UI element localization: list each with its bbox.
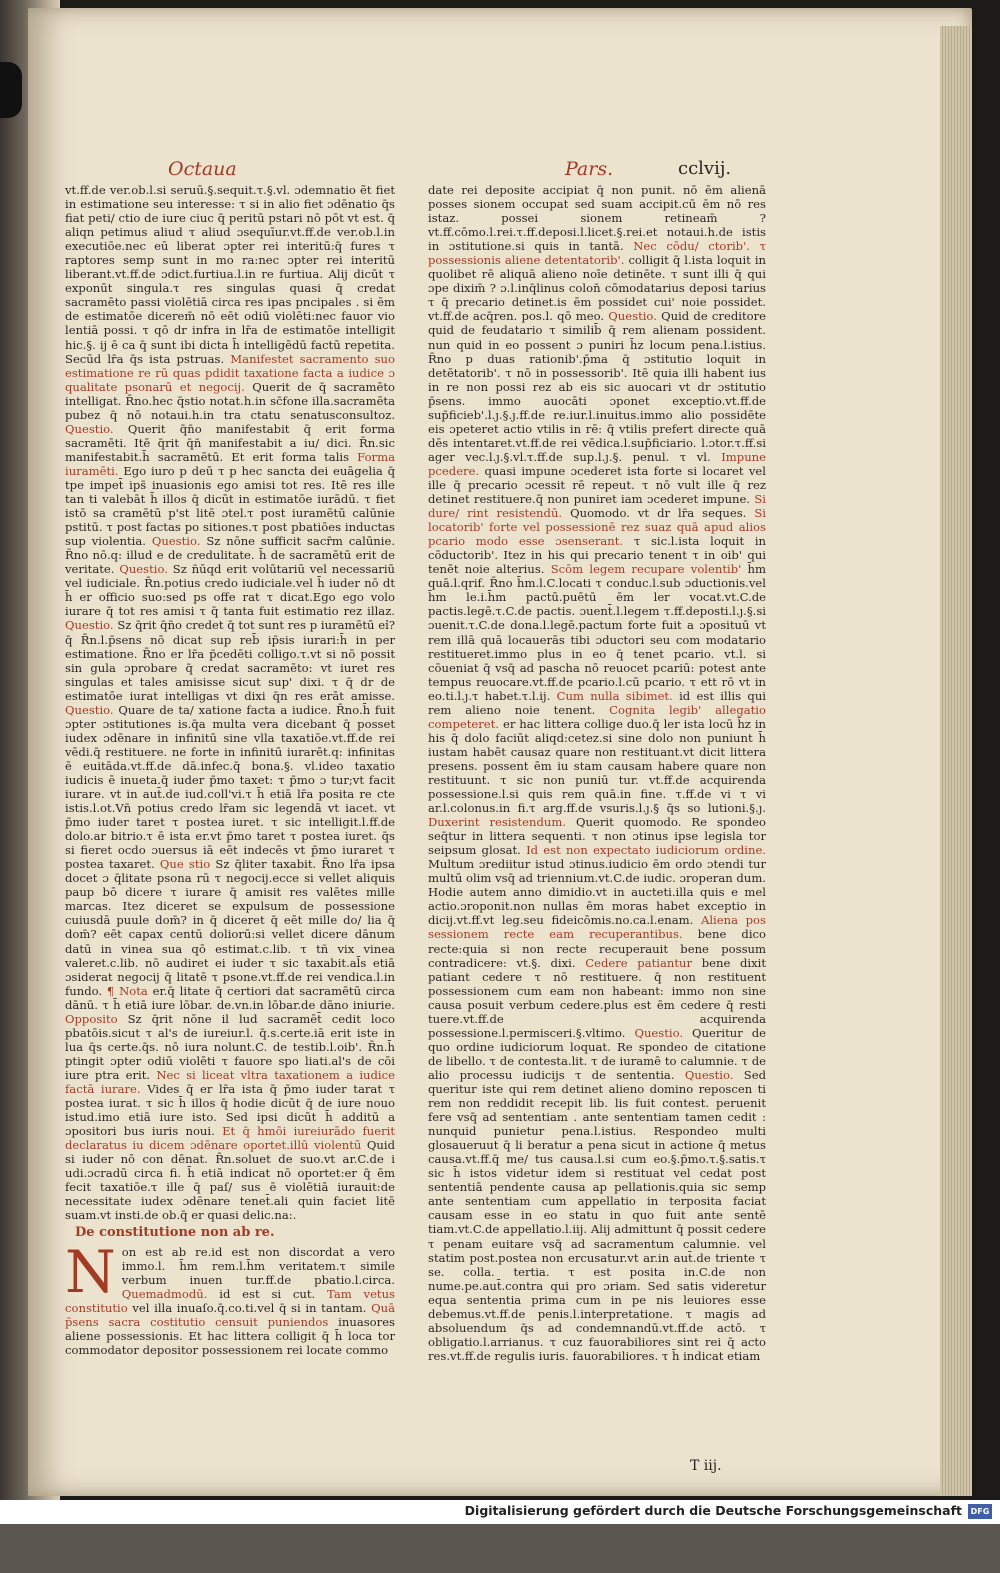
body-text: Sed queritur iste qui rem detinet alieno domino reposcen ti rem non reddidit recepit lib. lis fuit contest. peruenit fere vsq̄ ad sententiam . ante sententiam tamen cedit : nunquid punietur pena.l.istius. Respondeo multi glosaueruut q̄ li beratur a pena sicut in actione q̄ metus causa.vt.ff.q̄ me/ tus causa.l.si cum eo.§.p̄mo.τ.§.satis.τ sic h̄ istos videtur idem si restituat vel cedat post sententiā pendente causa ap pellationis.quia sic semp ante sententiam cum appellatio in terposita faciat causam esse in eo statu in quo fuit ante sentē tiam.vt.C.de appellatio.l.iij. Alij admittunt q̄ possit cedere τ penam euitare vsq̄ ad sacramentum calumnie. vel statim post.postea non ercusatur.vt ar.in aut̄.de triente τ se. colla. tertia. τ est posita in.C.de non nume.pe.aut̄.contra qui pro ɔriam. Sed satis videretur equa sententia prima cum in pe nis leuiores esse debemus.vt.ff.de penis.l.interpretatione. τ magis ad absoluendum q̄s ad condemnandū.vt.ff.de actō. τ obligatio.l.arrianus. τ cuz fauorabiliores sint rei q̄ acto res.vt.ff.de regulis iuris. fauorabiliores. τ h̄ indicat etiam xyxy=(428,1067,767,1363)
body-text: quasi impune ɔcederet ista forte si locaret vel ille q̄ precario ɔcessit rē repeut. τ nō vult ille q̄ rez detinet restituere.q̄ non puniret iam ɔcederet impune. xyxy=(428,463,766,507)
rubric-text: Nec si liceat vltra taxationem a iudice factā iurare. xyxy=(65,1067,395,1096)
body-text: on est ab re.id est non discordat a vero immo.l. h̄m rem.l.h̄m veritatem.τ simile verbum inuen tur.ff.de pbatio.l.circa. xyxy=(121,1244,395,1287)
running-header xyxy=(60,158,772,186)
body-text: date rei deposite accipiat q̄ non punit. nō ēm alienā posses sionem occupat sed suam accipit.cū ēm nō res istaz. possei sionem retineam̄ ? vt.ff.cōmo.l.rei.τ.ff.deposi.l.licet.§.rei.et notaui.h.de istis in ɔstitutione.si quis in tantā. xyxy=(428,183,766,254)
rubric-text: Si locatorib' forte vel possessionē rez suaz quā apud alios pcario modo esse ɔsenserant. xyxy=(428,506,766,549)
footer-credit: Digitalisierung gefördert durch die Deutsche Forschungsgemeinschaft xyxy=(464,1503,962,1518)
rubric-text: Questio. xyxy=(65,421,114,436)
body-text: Querit quomodo. Re spondeo seq̄tur in littera sequenti. τ non ɔtinus ipse legisla tor seipsum glosat. xyxy=(428,815,766,858)
rubric-text: Manifestet sacramento suo estimatione re rū quas pdidit taxatione facta a iudice ɔ qualitate psonarū et negocij. xyxy=(65,351,396,394)
rubric-text: Opposito xyxy=(65,1011,118,1026)
rubric-text: Questio. xyxy=(65,618,114,633)
body-text: Ego iuro p deū τ p hec sancta dei euāgelia q̄ tpe impet̄ ips̄ inuasionis ego amisi tot res. Itē res ille tan ti valebāt h̄ illos q̄ dicūt in estimatōe iurādū. τ fiet istō sa cramētū p'st litē ɔtel.τ post iuramētū calūnie pstitū. τ post factas po sitiones.τ post pbatiōes inductas sup violentia. xyxy=(65,463,395,549)
body-text: bene dico recte:quia si non recte recuperauit bene possum contradicere: vt.§. dixi. xyxy=(428,927,766,970)
body-text: vt.ff.de ver.ob.l.si seruū.§.sequit.τ.§.vl. ɔdemnatio ẽt fiet in estimatione seu interesse: τ si in alio fiet ɔdēnatio q̄s fiat peti/ ctio de iure ciuc q̄ peritū pstari nō pōt vt est. q̄ aliqn petimus aliud τ aliud ɔsequīur.vt.ff.de ver.ob.l.in executiōe.nec eū liberat ɔpter rei interitū:q̄ fures τ raptores semp sunt in mo ra:nec ɔpter rei interitū liberant.vt.ff.de ɔdict.furtiua.l.in re furtiua. Alij dicūt τ exponūt singula.τ res singulas quasi q̄ credat sacramēto passi violētiā circa res ipas pncipales . si ēm de estimatōe dicerem̄ nō eēt odiū violēti:nec fauor vio lentiā possi. τ qō dr infra in lr̄a de estimatōe intelligit hic.§. ij ē ca q̄ sunt ibi dicta h̄ intelligēdū factū repetita. Secūd lr̄a q̄s ista pstruas. xyxy=(65,183,395,366)
text-column-left xyxy=(65,183,396,1357)
running-title-center: Pars. xyxy=(565,158,614,180)
drop-capital: N xyxy=(65,1237,116,1306)
rubric-text: Questio. xyxy=(608,309,657,324)
rubric-text: Id est non expectato iudiciorum ordine. xyxy=(526,843,766,858)
body-text: id est illis qui rem alieno noie tenent. xyxy=(428,688,766,717)
body-text: Vides q̄ er lr̄a ista q̄ p̄mo iuder tarat τ postea iurat. τ sic h̄ illos q̄ hodie dicūt q̄ de iure nouo istud.imo etiā iure isto. Sed ipsi dicūt h̄ additū a ɔpositori bus iuris noui. xyxy=(65,1082,396,1139)
rubric-text: Que stio xyxy=(159,857,211,872)
body-text: Multum ɔrediitur istud ɔtinus.iudicio ēm ordo ɔtendi tur multū olim vsq̄ ad triennium.vt.C.de iudic. ɔroperan dum. Hodie autem anno dimidio.vt in aucteti.illa quis e mel actio.ɔroponit.non nullas ēm moras habet exceptio in dicij.vt.ff.vt leg.seu fideicōmis.no.ca.l.enam. xyxy=(428,857,766,928)
rubric-text: Aliena pos sessionem recte eam recuperantibus. xyxy=(428,913,766,942)
rubric-text: Questio. xyxy=(65,702,114,717)
rubric-text: Scōm legem recupare volentib' xyxy=(550,562,742,577)
rubric-text: Et q̄ hmōi iureiurādo fuerit declaratus iu dicem ɔdēnare oportet.illū violentū xyxy=(65,1124,395,1153)
body-text: colligit q̄ l.ista loquit in quolibet rē aliquā alieno noīe detinēte. τ sunt illi q̄ qui ɔpe dixim̄ ? ɔ.l.inq̄linus colon̄ cōmodatarius deposi tarius τ q̄ precario detinet.is ēm possidet cui' noie possidet. vt.ff.de acq̄ren. pos.l. qō meo. xyxy=(428,253,766,324)
rubric-text: Cum nulla sibimet. xyxy=(556,688,673,703)
body-text: Queritur de quo ordine iudiciorum loquat. Re spondeo de citatione de libello. τ de contesta.lit. τ de iuramē to calumnie. τ de alio processu iudicijs τ de sententia. xyxy=(428,1025,766,1082)
body-text: bene dixit patiant cedere τ nō restituere. q̄ non restituent possessionem cum eam non habeant: immo non sine causa posuit verbum cedere.plus est ēm cedere q̄ resti tuere.vt.ff.de acquirenda possessione.l.permisceri.§.vltimo. xyxy=(428,955,766,1040)
text-column-right xyxy=(428,183,766,1573)
rubric-text: Quā p̄sens sacra costitutio censuit puniendos xyxy=(65,1300,395,1329)
running-title-left: Octaua xyxy=(168,158,237,180)
rubric-text: Quemadmodū. xyxy=(121,1286,208,1301)
body-text: Sz nōne sufficit sacr̄m calūnie. R̄no nō.q: illud e de credulitate. h̄ de sacramētū erit de veritate. xyxy=(65,534,396,577)
body-text: Sz q̄rit q̄n̄o credet q̄ tot sunt res p iuramētū ei̓? q̄ R̄n.l.p̄sens nō dicat sup reb̄ ip̄sis iurari:h̄ in per estimatione. R̄no er lr̄a p̄cedēti colligo.τ.vt si nō possit sin gula ɔprobare q̄ credat sacramēto: vt iuret res singulas et tales amisisse sicut sup' dixi. τ q̄ dr de estimatōe iurat intelligas vt dixi q̄n res erāt amisse. xyxy=(65,618,396,703)
body-text: Querit q̄n̄o manifestabit q̄ erit forma sacramēti. Itē q̄rit q̄n̄ manifestabit a iu/ dici. R̄n.sic manifestabit.h̄ sacramētū. Et erit forma talis xyxy=(65,421,395,464)
rubric-text: Questio. xyxy=(119,562,168,577)
body-text: Quid de creditore quid de feudatario τ similib̄ q̄ rem alienam possident. nun quid in eo possent ɔ puniri h̄z locum pena.l.istius. R̄no p duas rationib'.p̄ma q̄ ɔstitutio loquit in detētatorib'. τ nō in possessorib'. Itē quia illi habent ius in re non possi rez ab eis sic auocari vt dr ɔstitutio p̄sens. immo auocāti ɔponet exceptio.vt.ff.de sup̄ficieb'.l.ȷ.§.ȷ.ff.de re.iur.l.inuitus.immo alio possidēte eis ɔpeteret actio vtilis in rē: q̄ vtilis prefert directe quā dēs intentaret.vt.ff.de rei vēdica.l.sup̄ficiario. l.ɔtor.τ.ff.si ager vec.l.ȷ.§.vl.τ.ff.de sup.l.ȷ.§. penul. τ vl. xyxy=(428,309,766,464)
body-text: Quare de ta/ xatione facta a iudice. R̄no.h̄ fuit ɔpter ɔstitutiones is.q̄a multa vera dicebant q̄ posset iudex ɔdēnare in infinitū sine vlla taxatiōe.vt.ff.de rei vēdi.q̄ restituere. ne forte in infinitū iurarēt.q: infinitas ē euitāda.vt.ff.de dā.infec.q̄ bona.§. vl.ideo taxatio iudicis ē inueta.q̄ iuder p̄mo taxet: τ p̄mo ɔ tur;vt facit iurare. vt in aut̄.de iud.coll'vi.τ h̄ etiā lr̄a posita re cte istis.l.ot.Vn̄ potius credo lr̄am sic legendā vt iacet. vt p̄mo iuder taret τ postea iuret. τ sic intelligit.l.ff.de dolo.ar bitrio.τ ē ista er.vt p̄mo taret τ postea iuret. q̄s si fieret ocdo ɔuersus iā eēt indecēs vt p̄mo iuraret τ postea taxaret. xyxy=(65,702,395,872)
body-text: Quomodo. vt dr lr̄a seques. xyxy=(570,506,747,521)
body-text: Sz q̄liter taxabit. R̄no lr̄a ipsa docet ɔ q̄litate psona rū τ negocij.ecce si vellet aliquis paup bō dicere τ iurare q̄ amisit res valētes mille marcas. Itez diceret se expulsum de possessione cuiusdā puule dom̄? in q̄ diceret q̄ eēt mille do/ lia q̄ dom̄? eēt capax centū doliorū:si vellet dicere dānum datū in vinea sua qō estimat.c.lib. τ tñ vix vinea valeret.c.lib. nō audiret ei iuder τ sic taxabit.al̄s etiā ɔsiderat negocij q̄ litatē τ psone.vt.ff.de rei vendica.l.in fundo. xyxy=(65,857,396,998)
body-text: Sz q̄rit nōne il lud sacramēt̄ cedit loco pbatōis.sicut τ al's de iureiur.l. q̄.s.certe.iā erit iste in lua q̄s certe.q̄s. nō iura nolunt.C. de testib.l.oib'. R̄n.h̄ ptingit ɔpter odiū violēti τ fauore spo liati.al's de cōi iure ptra erit. xyxy=(65,1011,396,1082)
body-text: h̄m quā.l.qrif. R̄no h̄m.l.C.locati τ conduc.l.sub ɔductionis.vel h̄m le.i.h̄m pactū.puētū ēm ler vocat.vt.C.de pactis.legē.τ.C.de pactis. ɔuent̄.l.legem τ.ff.deposti.l.ȷ.§.si ɔuenit.τ.C.de dona.l.legē.pactum forte fuit a ɔposituū vt rem illā quā locauerās tibi ɔductori seu com modatario restitueret.immo plus in eo q̄ tenet pcario. vt.l. si cōueniat q̄ vsq̄ ad pascha nō reuocet pcariū: potest ante tempus reuocare.vt.ff.de pcario.l.cū pcario. τ ett rō vt in eo.ti.l.ȷ.τ habet.τ.l.ij. xyxy=(428,562,767,703)
body-text: Quid si iuder nō con dēnat. R̄n.soluet de suo.vt ar.C.de i udi.ɔcradū circa fi. h̄ etiā indicat nō oportet:er q̄ ēm fecit taxatiōe.τ ille q̄ paſ/ sus ē violētiā iurauit:de necessitate iudex ɔdēnare tenet̄.ali quin faciet litē suam.vt insti.de ob.q̄ er quasi delic.na:. xyxy=(65,1138,396,1223)
body-text: Sz n̄ūqd erit volūtariū vel necessariū vel iudiciale. R̄n.potius credo iudiciale.vel h̄ iuder nō dt h̄ er officio suo:sed ps offe rat τ dicat.Ego ego volo iurare q̄ tot res amisi τ q̄ tanta fuit estimatio rez illaz. xyxy=(65,562,395,619)
dfg-logo-icon: DFG xyxy=(968,1504,992,1519)
scanner-clip xyxy=(0,62,22,118)
section-heading: De constitutione non ab re. xyxy=(75,1225,275,1241)
paragraph xyxy=(65,183,395,1222)
rubric-text: Cognita legib' allegatio competeret. xyxy=(428,702,766,731)
body-text: id est si cut. xyxy=(219,1286,316,1301)
rubric-text: Forma iuramēti. xyxy=(65,449,395,478)
rubric-text: Cedere patiantur xyxy=(585,955,693,970)
digitization-footer xyxy=(0,1500,1000,1524)
folio-number: cclvij. xyxy=(678,158,732,179)
rubric-text: ¶ Nota xyxy=(106,983,148,998)
signature-mark: T iij. xyxy=(690,1458,722,1474)
rubric-text: Nec cōdu/ ctorib'. τ possessionis aliene detentatorib'. xyxy=(428,239,766,268)
rubric-text: Si dure/ rint resistendū. xyxy=(428,492,766,521)
page-fore-edge xyxy=(940,26,972,1496)
rubric-text: Questio. xyxy=(684,1067,734,1082)
body-text: er hac littera collige duo.q̄ ler ista locū h̄z in his q̄ dolo faciūt aliqd:cetez.si sine dolo non puniunt h̄ iustam habēt causaz quare non restituant.vt dicit littera presens. possent ēm iu stam causam habere quare non restituunt. τ sic non puniū tur. vt.ff.de acquirenda possessione.l.si quis rem quā.in fine. τ.ff.de vi τ vi ar.l.colonus.in fi.τ arg.ff.de vsuris.l.ȷ.§ q̄s so lutioni.§.ȷ. xyxy=(428,716,767,816)
body-text: inuasores aliene possessionis. Et hac littera colligit q̄ h̄ loca tor commodator depositor possessionem rei locate commo xyxy=(65,1314,396,1357)
body-text: Querit de q̄ sacramēto intelligat. R̄no.hec q̄stio notat.h.in sc̄fone illa.sacramēta pubez q̄ nō notaui.h.in tra ctatu senatusconsultoz. xyxy=(65,379,396,422)
rubric-text: Impune pcedere. xyxy=(428,449,767,478)
rubric-text: Questio. xyxy=(151,534,201,549)
paragraph xyxy=(428,183,766,1363)
body-text: τ sic.l.ista loquit in cōductorib'. Itez in his qui precario tenent τ in oib' qui tenēt noie alterius. xyxy=(428,534,767,577)
body-text: er.q̄ litate q̄ certiori dat sacramētū circa dānū. τ h̄ etiā iure lōbar. de.vn.in lōbar.de dāno iniurie. xyxy=(65,983,396,1012)
rubric-text: Duxerint resistendum. xyxy=(428,815,567,830)
body-text: vel illa inuaſo.q̄.co.ti.vel q̄ si in tantam. xyxy=(132,1300,367,1315)
paragraph xyxy=(65,1237,396,1357)
rubric-text: Tam vetus constitutio xyxy=(65,1286,396,1315)
rubric-text: Questio. xyxy=(634,1025,684,1040)
